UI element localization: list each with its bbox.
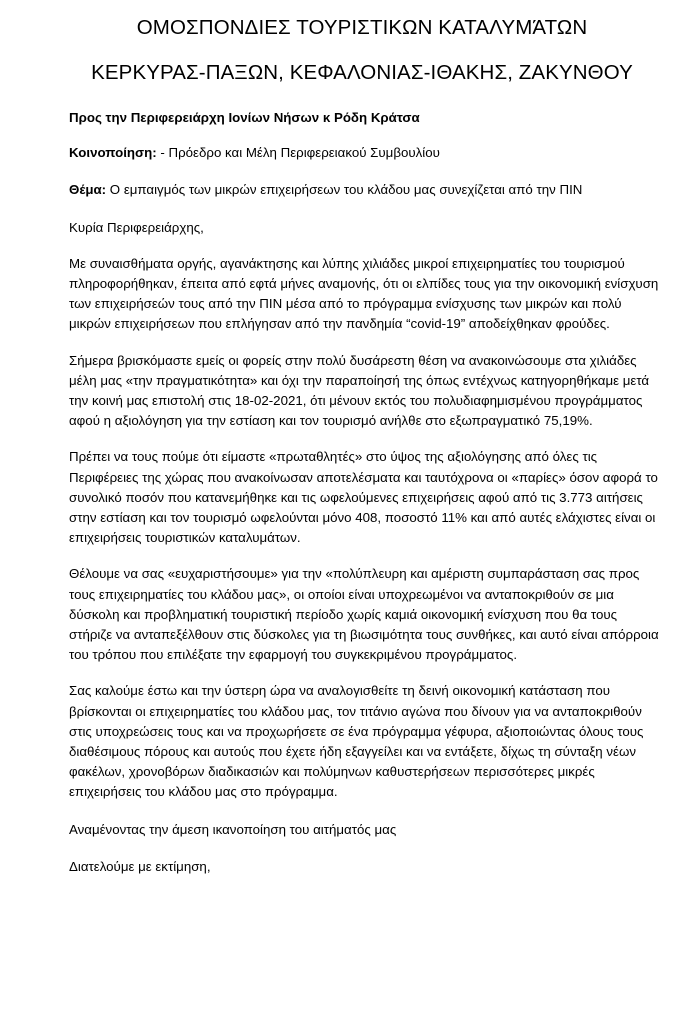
body-paragraph-4: Θέλουμε να σας «ευχαριστήσουμε» για την «πολύπλευρη και αμέριστη συμπαράσταση σας προς τους επιχειρηματίες του κλάδου μας», οι οποίοι είναι υποχρεωμένοι να ανταποκριθούν σε μια δύσκολη και προβληματική τουριστική περίοδο χωρίς καμιά οικονομική ενίσχυση που θα τους στήριζε να ανταπεξέλθουν στις δύσκολες για τη βιωσιμότητα τους συνθήκες, και αυτό είναι απόρροια του τρόπου που επιλέξατε την εφαρμογή του συγκεκριμένου προγράμματος.	[69, 566, 659, 663]
letterhead-line-2: ΚΕΡΚΥΡΑΣ-ΠΑΞΩΝ, ΚΕΦΑΛΟΝΙΑΣ-ΙΘΑΚΗΣ, ΖΑΚΥΝΘΟΥ	[91, 61, 633, 84]
cc-text: - Πρόεδρο και Μέλη Περιφερειακού Συμβουλίου	[156, 145, 440, 161]
body-paragraph-1: Με συναισθήματα οργής, αγανάκτησης και λύπης χιλιάδες μικροί επιχειρηματίες του τουρισμού πληροφορήθηκαν, έπειτα από εφτά μήνες αναμονής, ότι οι ελπίδες τους για την οικονομική ενίσχυση των επιχειρήσεών τους από την ΠΙΝ μέσα από το πρόγραμμα ενίσχυσης των μικρών και πολύ μικρών επιχειρήσεων που επλήγησαν από την πανδημία “covid-19” αποδείχθηκαν φρούδες.	[69, 255, 659, 332]
body-paragraph-3: Πρέπει να τους πούμε ότι είμαστε «πρωταθλητές» στο ύψος της αξιολόγησης από όλες τις Περιφέρειες της χώρας που ανακοίνωσαν αποτελέσματα και ταυτόχρονα οι «παρίες» όσον αφορά το συνολικό ποσόν που κατανεμήθηκε και τις ωφελούμενες επιχειρήσεις αφού από τις 3.773 αιτήσεις στην εστίαση και τον τουρισμό ωφελούνται μόνο 408, ποσοστό 11% και από αυτές ελάχιστες είναι οι επιχειρήσεις τουριστικών καταλυμάτων.	[69, 449, 658, 546]
body-paragraph-5: Σας καλούμε έστω και την ύστερη ώρα να αναλογισθείτε τη δεινή οικονομική κατάσταση που βρίσκονται οι επιχειρηματίες του κλάδου μας, τον τιτάνιο αγώνα που δίνουν για να ανταποκριθούν στις υποχρεώσεις τους και να προχωρήσετε σε ένα πρόγραμμα γέφυρα, αξιοποιώντας όλους τους διαθέσιμους πόρους και αυτούς που έχετε ήδη εξαγγείλει και να εντάξετε, δίχως τη σύνταξη νέων φακέλων, χρονοβόρων διαδικασιών και πολύμηνων καθυστερήσεων περισσότερες μικρές επιχειρήσεις του κλάδου μας στο πρόγραμμα.	[69, 683, 644, 800]
subject-line	[69, 180, 663, 200]
subject-text: Ο εμπαιγμός των μικρών επιχειρήσεων του κλάδου μας συνεχίζεται από την ΠΙΝ	[106, 182, 583, 198]
closing-request: Αναμένοντας την άμεση ικανοποίηση του αιτήματός μας	[69, 821, 397, 837]
addressee-line: Προς την Περιφερειάρχη Ιονίων Νήσων κ Ρόδη Κράτσα	[69, 110, 420, 125]
subject-label: Θέμα:	[69, 182, 107, 198]
letterhead-line-1: ΟΜΟΣΠΟΝΔΙΕΣ ΤΟΥΡΙΣΤΙΚΩΝ ΚΑΤΑΛΥΜΆΤΩΝ	[136, 16, 588, 39]
cc-line	[69, 143, 663, 163]
cc-label: Κοινοποίηση:	[69, 145, 157, 161]
body-paragraph-2: Σήμερα βρισκόμαστε εμείς οι φορείς στην πολύ δυσάρεστη θέση να ανακοινώσουμε στα χιλιάδες μέλη μας «την πραγματικότητα» και όχι την παραποίησή της όπως εντέχνως κατηγορηθήκαμε μετά την κοινή μας επιστολή στις 18-02-2021, ότι μένουν εκτός του πολυδιαφημισμένου προγράμματος αφού η αξιολόγηση για την εστίαση και τον τουρισμό ανήλθε στο εξωπραγματικό 75,19%.	[69, 352, 650, 429]
closing-signoff: Διατελούμε με εκτίμηση,	[69, 858, 211, 874]
salutation: Κυρία Περιφερειάρχης,	[69, 219, 204, 235]
